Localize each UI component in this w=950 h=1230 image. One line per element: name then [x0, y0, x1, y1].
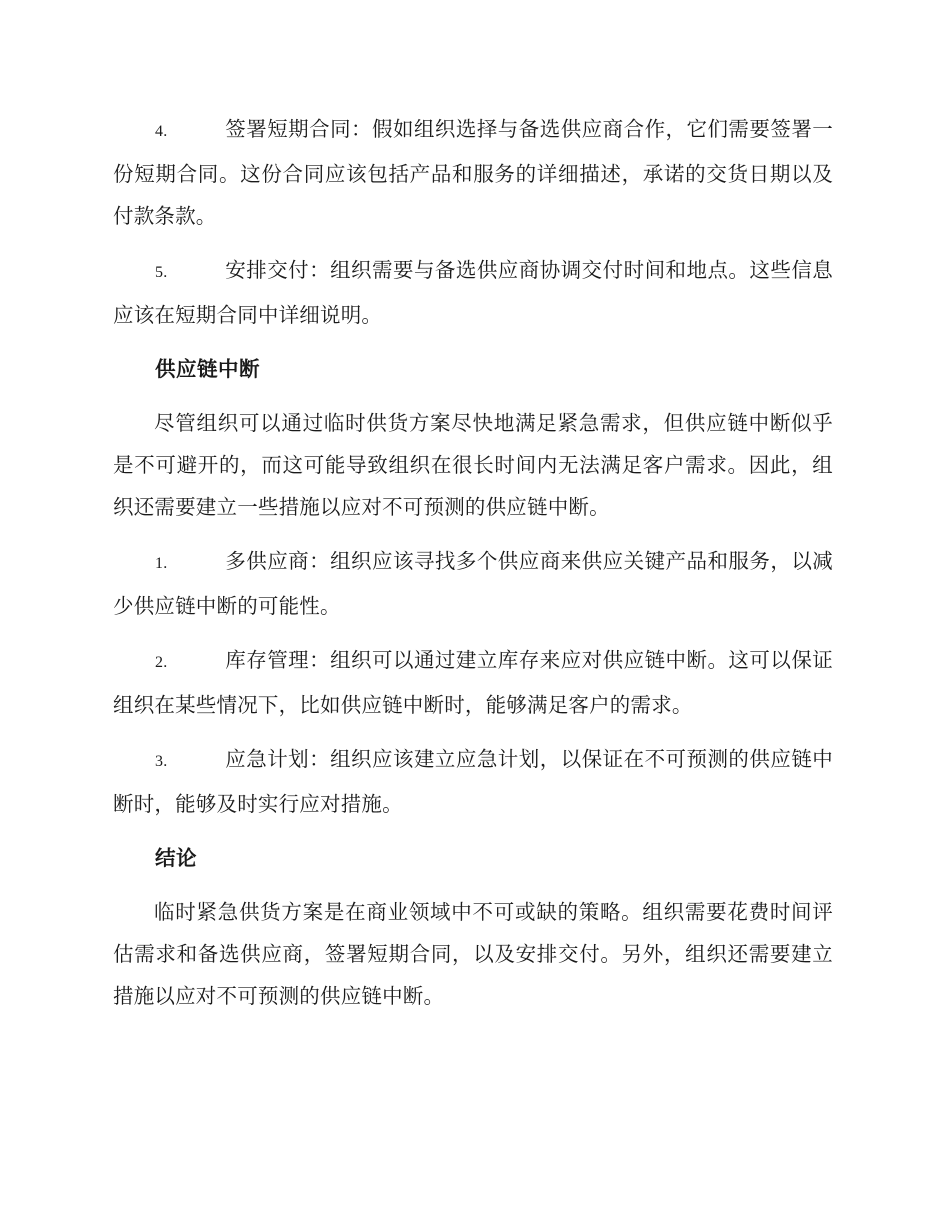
section-heading: 结论 [155, 846, 197, 870]
document-body [113, 108, 833, 1029]
paragraph: 临时紧急供货方案是在商业领域中不可或缺的策略。组织需要花费时间评估需求和备选供应商，签署短期合同，以及安排交付。另外，组织还需要建立措施以应对不可预测的供应链中断。 [113, 900, 833, 1008]
paragraph: 尽管组织可以通过临时供货方案尽快地满足紧急需求，但供应链中断似乎是不可避开的，而这可能导致组织在很长时间内无法满足客户需求。因此，组织还需要建立一些措施以应对不可预测的供应链中断。 [113, 411, 833, 519]
list-item [113, 108, 833, 237]
section-heading: 供应链中断 [155, 357, 260, 381]
list-item [113, 738, 833, 825]
list-number: 2. [155, 654, 168, 671]
list-number: 3. [155, 753, 168, 770]
list-item [113, 540, 833, 627]
list-number: 1. [155, 555, 168, 572]
list-item-text: 签署短期合同：假如组织选择与备选供应商合作，它们需要签署一份短期合同。这份合同应该包括产品和服务的详细描述，承诺的交货日期以及付款条款。 [113, 117, 833, 228]
list-item [113, 249, 833, 336]
list-item-text: 安排交付：组织需要与备选供应商协调交付时间和地点。这些信息应该在短期合同中详细说明。 [113, 258, 833, 327]
list-number: 5. [155, 264, 168, 281]
list-item [113, 639, 833, 726]
list-item-text: 多供应商：组织应该寻找多个供应商来供应关键产品和服务，以减少供应链中断的可能性。 [113, 549, 833, 618]
list-item-text: 应急计划：组织应该建立应急计划，以保证在不可预测的供应链中断时，能够及时实行应对措施。 [113, 747, 833, 816]
list-number: 4. [155, 123, 168, 140]
list-item-text: 库存管理：组织可以通过建立库存来应对供应链中断。这可以保证组织在某些情况下，比如供应链中断时，能够满足客户的需求。 [113, 648, 833, 717]
